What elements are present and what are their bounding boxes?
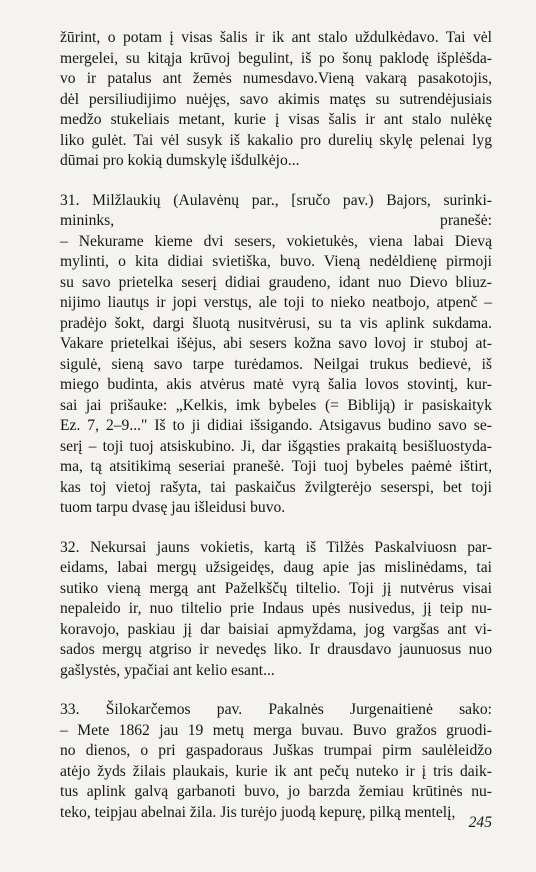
text-line: žūrint, o potam į visas šalis ir ik ant stalo uždulkėdavo. Tai vėl xyxy=(60,29,492,46)
text-line: gašlystės, ypačiai ant kelio esant... xyxy=(60,661,275,679)
text-line: 31. Milžlaukių (Aulavėnų par., [sručo pav.) Bajors, surinki- xyxy=(60,191,492,209)
text-line: nijimo liautųs ir jopi verstųs, ale toji to nieko neatbojo, atpenč – xyxy=(60,294,492,311)
text-body xyxy=(60,28,492,823)
text-line: vo ir patalus ant žemės numesdavo.Vieną vakarą pasakotojis, xyxy=(60,70,492,87)
text-line: mergelei, su kitąja krūvoj begulint, iš po šonų paklodę išplėšda- xyxy=(60,49,492,67)
text-line: dūmai pro kokią dumskylę išdulkėjo... xyxy=(60,152,300,169)
text-line: sutiko vieną mergą ant Paželkščų tiltelio. Toji jį nutvėrus visai xyxy=(60,579,492,597)
text-line: serį – toji tuoj atsiskubino. Ji, dar išgąsties prakaitą besišluostyda- xyxy=(60,437,492,455)
text-line: teko, teipjau abelnai žila. Jis turėjo juodą kepurę, pilką mentelį, xyxy=(60,803,456,821)
paragraph-gap xyxy=(60,681,492,700)
paragraph xyxy=(60,700,492,823)
text-line: mininks, pranešė: xyxy=(60,212,492,229)
paragraph xyxy=(60,28,492,172)
text-line: atėjo žyds žilais plaukais, kurie ik ant pečų nuteko ir į tris daik- xyxy=(60,762,492,780)
text-line: su savo prietelka seserį didiai graudeno, idant nuo Dievo bliuz- xyxy=(60,273,492,291)
text-line: medžo stukeliais metant, kurie į visas šalis ir ant stalo nulėkę xyxy=(60,111,492,128)
text-line: tus aplink galvą garbanoti buvo, jo barzda žemiau krūtinės nu- xyxy=(60,783,492,800)
paragraph xyxy=(60,538,492,682)
text-line: miego budinta, akis atvėrus matė vyrą šalia lovos stovintį, kur- xyxy=(60,376,492,393)
text-line: liko gulėt. Tai vėl susyk iš kakalio pro durelių skylę pelenai lyg xyxy=(60,131,492,149)
text-line: mylinti, o kita didiai svietiška, buvo. Vieną nedėldienę pirmoji xyxy=(60,253,492,270)
text-line: eidams, labai mergų užsigeidęs, daug apie jas mislinėdams, tai xyxy=(60,559,492,576)
text-line: sai jai prišauke: „Kelkis, imk bybeles (= Bibliją) ir pasiskaityk xyxy=(60,396,492,414)
text-line: no dienos, o pri gaspadoraus Juškas trumpai pirm saulėleidžo xyxy=(60,742,492,759)
text-line: pradėjo šokt, dargi šluotą nusitvėrusi, su ta vis aplink sukdama. xyxy=(60,314,492,332)
text-line: kas toj vietoj rašyta, tai paskaičus žvilgterėjo seserspi, bet toji xyxy=(60,478,492,496)
text-line: Vakare prietelkai išėjus, abi sesers kožna savo lovoj ir stuboj at- xyxy=(60,335,492,352)
text-line: 32. Nekursai jauns vokietis, kartą iš Tilžės Paskalviuosn par- xyxy=(60,538,492,556)
text-line: koravojo, paskiau jį dar baisiai apmyždama, jog vargšas ant vi- xyxy=(60,620,492,638)
text-line: sados mergų atgriso ir nevedęs liko. Ir drausdavo jaunuosus nuo xyxy=(60,641,492,658)
text-line: ma, tą atsitikimą seseriai pranešė. Toji tuoj bybeles paėmė ištirt, xyxy=(60,458,492,475)
text-line: – Nekurame kieme dvi sesers, vokietukės, viena labai Dievą xyxy=(60,232,492,250)
text-line: 33. Šilokarčemos pav. Pakalnės Jurgenaitienė sako: xyxy=(60,701,492,718)
paragraph xyxy=(60,191,492,519)
text-line: – Mete 1862 jau 19 metų merga buvau. Buvo gražos gruodi- xyxy=(60,721,492,739)
text-line: dėl persiliudijimo nuėjęs, savo akimis matęs su sutrendėjusiais xyxy=(60,90,492,108)
text-line: nepaleido ir, nuo tiltelio prie Indaus upės nusivedus, jį teip nu- xyxy=(60,600,492,617)
text-line: Ez. 7, 2–9..." Iš to ji didiai išsigando. Atsigavus budino savo se- xyxy=(60,417,492,434)
paragraph-gap xyxy=(60,519,492,538)
page-number: 245 xyxy=(468,814,492,831)
text-line: tuom tarpu dvasę jau išleidusi buvo. xyxy=(60,499,286,516)
paragraph-gap xyxy=(60,172,492,191)
text-line: sigulė, sieną savo tarpe turėdamos. Neilgai trukus bedievė, iš xyxy=(60,355,492,373)
